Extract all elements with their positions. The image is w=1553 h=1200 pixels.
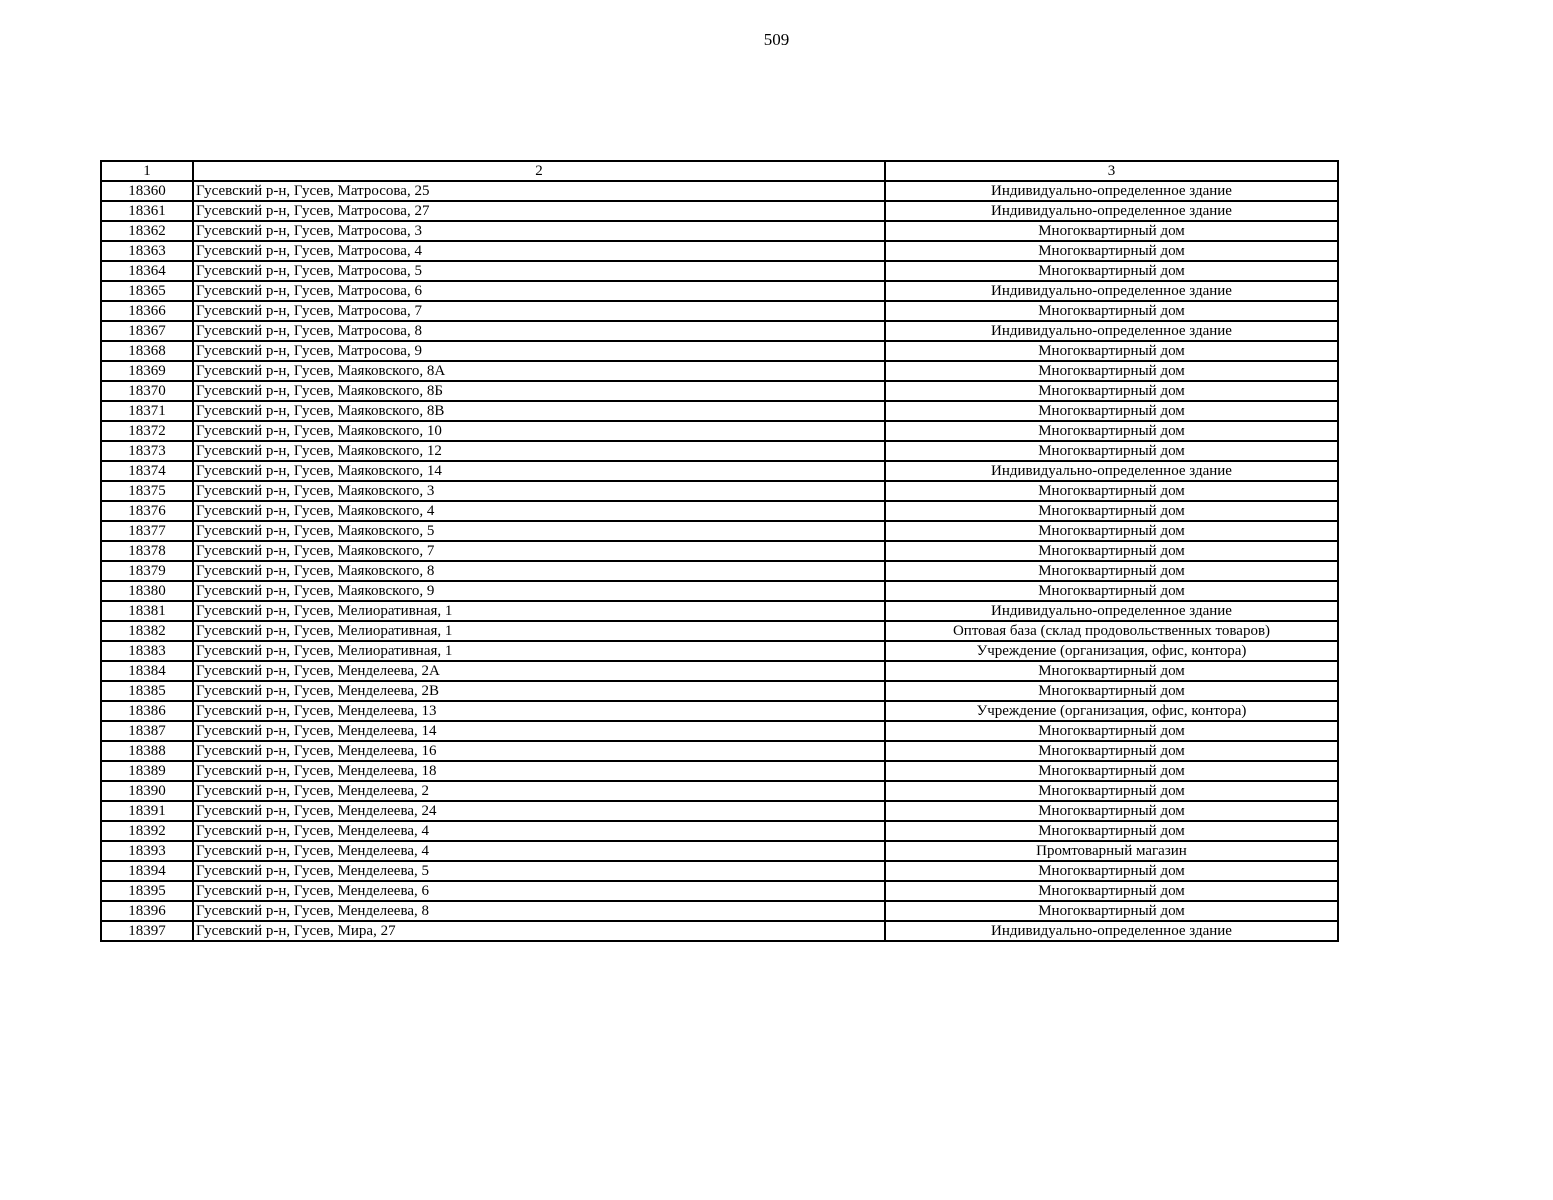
object-type-cell: Индивидуально-определенное здание [885,461,1338,481]
address-cell: Гусевский р-н, Гусев, Менделеева, 8 [193,901,885,921]
row-number-cell: 18373 [101,441,193,461]
address-cell: Гусевский р-н, Гусев, Мира, 27 [193,921,885,941]
table-row [101,461,1338,481]
object-type-cell: Индивидуально-определенное здание [885,201,1338,221]
row-number-cell: 18360 [101,181,193,201]
row-number-cell: 18385 [101,681,193,701]
table-row [101,301,1338,321]
object-type-cell: Многоквартирный дом [885,341,1338,361]
object-type-cell: Многоквартирный дом [885,381,1338,401]
address-cell: Гусевский р-н, Гусев, Мелиоративная, 1 [193,641,885,661]
object-type-cell: Учреждение (организация, офис, контора) [885,701,1338,721]
row-number-cell: 18377 [101,521,193,541]
table-row [101,441,1338,461]
address-cell: Гусевский р-н, Гусев, Менделеева, 4 [193,821,885,841]
object-type-cell: Учреждение (организация, офис, контора) [885,641,1338,661]
object-type-cell: Многоквартирный дом [885,241,1338,261]
object-type-cell: Индивидуально-определенное здание [885,321,1338,341]
address-cell: Гусевский р-н, Гусев, Менделеева, 14 [193,721,885,741]
row-number-cell: 18391 [101,801,193,821]
address-cell: Гусевский р-н, Гусев, Менделеева, 24 [193,801,885,821]
object-type-cell: Многоквартирный дом [885,681,1338,701]
table-row [101,541,1338,561]
row-number-cell: 18364 [101,261,193,281]
row-number-cell: 18368 [101,341,193,361]
object-type-cell: Многоквартирный дом [885,561,1338,581]
row-number-cell: 18397 [101,921,193,941]
table-row [101,681,1338,701]
object-type-cell: Многоквартирный дом [885,501,1338,521]
row-number-cell: 18363 [101,241,193,261]
object-type-cell: Многоквартирный дом [885,881,1338,901]
table-row [101,421,1338,441]
address-cell: Гусевский р-н, Гусев, Маяковского, 5 [193,521,885,541]
address-cell: Гусевский р-н, Гусев, Маяковского, 14 [193,461,885,481]
object-type-cell: Многоквартирный дом [885,661,1338,681]
row-number-cell: 18393 [101,841,193,861]
row-number-cell: 18387 [101,721,193,741]
table-row [101,481,1338,501]
object-type-cell: Многоквартирный дом [885,481,1338,501]
address-cell: Гусевский р-н, Гусев, Маяковского, 8Б [193,381,885,401]
object-type-cell: Многоквартирный дом [885,361,1338,381]
address-cell: Гусевский р-н, Гусев, Мелиоративная, 1 [193,601,885,621]
object-type-cell: Индивидуально-определенное здание [885,601,1338,621]
object-type-cell: Многоквартирный дом [885,541,1338,561]
column-header-2: 2 [193,161,885,181]
object-type-cell: Многоквартирный дом [885,301,1338,321]
table-row [101,281,1338,301]
page-number: 509 [763,30,790,49]
row-number-cell: 18362 [101,221,193,241]
row-number-cell: 18380 [101,581,193,601]
object-type-cell: Многоквартирный дом [885,741,1338,761]
object-type-cell: Индивидуально-определенное здание [885,281,1338,301]
object-type-cell: Многоквартирный дом [885,521,1338,541]
object-type-cell: Многоквартирный дом [885,761,1338,781]
address-cell: Гусевский р-н, Гусев, Маяковского, 12 [193,441,885,461]
object-type-cell: Многоквартирный дом [885,581,1338,601]
table-row [101,361,1338,381]
table-row [101,721,1338,741]
table-row [101,321,1338,341]
table-row [101,221,1338,241]
row-number-cell: 18378 [101,541,193,561]
row-number-cell: 18361 [101,201,193,221]
table-row [101,921,1338,941]
table-row [101,861,1338,881]
address-cell: Гусевский р-н, Гусев, Менделеева, 2А [193,661,885,681]
row-number-cell: 18372 [101,421,193,441]
object-type-cell: Промтоварный магазин [885,841,1338,861]
address-cell: Гусевский р-н, Гусев, Менделеева, 18 [193,761,885,781]
address-cell: Гусевский р-н, Гусев, Матросова, 9 [193,341,885,361]
table-row [101,761,1338,781]
column-header-3: 3 [885,161,1338,181]
table-row [101,501,1338,521]
object-type-cell: Многоквартирный дом [885,901,1338,921]
table-row [101,841,1338,861]
address-cell: Гусевский р-н, Гусев, Матросова, 6 [193,281,885,301]
table-row [101,181,1338,201]
object-type-cell: Многоквартирный дом [885,221,1338,241]
row-number-cell: 18386 [101,701,193,721]
row-number-cell: 18375 [101,481,193,501]
address-cell: Гусевский р-н, Гусев, Мелиоративная, 1 [193,621,885,641]
address-cell: Гусевский р-н, Гусев, Менделеева, 2В [193,681,885,701]
table-row [101,201,1338,221]
row-number-cell: 18376 [101,501,193,521]
row-number-cell: 18381 [101,601,193,621]
row-number-cell: 18365 [101,281,193,301]
address-cell: Гусевский р-н, Гусев, Маяковского, 7 [193,541,885,561]
row-number-cell: 18379 [101,561,193,581]
table-row [101,561,1338,581]
object-type-cell: Многоквартирный дом [885,801,1338,821]
object-type-cell: Многоквартирный дом [885,861,1338,881]
object-type-cell: Индивидуально-определенное здание [885,921,1338,941]
row-number-cell: 18396 [101,901,193,921]
row-number-cell: 18392 [101,821,193,841]
address-cell: Гусевский р-н, Гусев, Маяковского, 8В [193,401,885,421]
object-type-cell: Оптовая база (склад продовольственных товаров) [885,621,1338,641]
object-type-cell: Многоквартирный дом [885,401,1338,421]
table-row [101,641,1338,661]
table-row [101,741,1338,761]
object-type-cell: Многоквартирный дом [885,261,1338,281]
registry-table [100,160,1339,942]
table-row [101,381,1338,401]
object-type-cell: Многоквартирный дом [885,421,1338,441]
object-type-cell: Индивидуально-определенное здание [885,181,1338,201]
address-cell: Гусевский р-н, Гусев, Менделеева, 6 [193,881,885,901]
address-cell: Гусевский р-н, Гусев, Менделеева, 13 [193,701,885,721]
table-row [101,881,1338,901]
row-number-cell: 18366 [101,301,193,321]
table-row [101,261,1338,281]
table-row [101,401,1338,421]
row-number-cell: 18367 [101,321,193,341]
table-row [101,241,1338,261]
address-cell: Гусевский р-н, Гусев, Матросова, 4 [193,241,885,261]
row-number-cell: 18370 [101,381,193,401]
row-number-cell: 18382 [101,621,193,641]
table-header-row [101,161,1338,181]
row-number-cell: 18374 [101,461,193,481]
object-type-cell: Многоквартирный дом [885,441,1338,461]
address-cell: Гусевский р-н, Гусев, Матросова, 25 [193,181,885,201]
table-row [101,801,1338,821]
table-row [101,901,1338,921]
row-number-cell: 18390 [101,781,193,801]
row-number-cell: 18383 [101,641,193,661]
address-cell: Гусевский р-н, Гусев, Менделеева, 4 [193,841,885,861]
address-cell: Гусевский р-н, Гусев, Матросова, 8 [193,321,885,341]
row-number-cell: 18389 [101,761,193,781]
row-number-cell: 18384 [101,661,193,681]
address-cell: Гусевский р-н, Гусев, Маяковского, 10 [193,421,885,441]
table-row [101,701,1338,721]
address-cell: Гусевский р-н, Гусев, Менделеева, 2 [193,781,885,801]
address-cell: Гусевский р-н, Гусев, Менделеева, 5 [193,861,885,881]
table-row [101,661,1338,681]
address-cell: Гусевский р-н, Гусев, Маяковского, 8 [193,561,885,581]
address-cell: Гусевский р-н, Гусев, Матросова, 27 [193,201,885,221]
object-type-cell: Многоквартирный дом [885,821,1338,841]
address-cell: Гусевский р-н, Гусев, Маяковского, 9 [193,581,885,601]
table-row [101,521,1338,541]
row-number-cell: 18369 [101,361,193,381]
registry-table-body [101,161,1338,941]
table-row [101,601,1338,621]
table-row [101,581,1338,601]
table-row [101,341,1338,361]
table-row [101,821,1338,841]
table-row [101,621,1338,641]
address-cell: Гусевский р-н, Гусев, Маяковского, 3 [193,481,885,501]
address-cell: Гусевский р-н, Гусев, Маяковского, 4 [193,501,885,521]
address-cell: Гусевский р-н, Гусев, Матросова, 7 [193,301,885,321]
row-number-cell: 18395 [101,881,193,901]
object-type-cell: Многоквартирный дом [885,781,1338,801]
address-cell: Гусевский р-н, Гусев, Менделеева, 16 [193,741,885,761]
table-row [101,781,1338,801]
row-number-cell: 18394 [101,861,193,881]
address-cell: Гусевский р-н, Гусев, Матросова, 5 [193,261,885,281]
address-cell: Гусевский р-н, Гусев, Матросова, 3 [193,221,885,241]
address-cell: Гусевский р-н, Гусев, Маяковского, 8А [193,361,885,381]
column-header-1: 1 [101,161,193,181]
row-number-cell: 18371 [101,401,193,421]
object-type-cell: Многоквартирный дом [885,721,1338,741]
row-number-cell: 18388 [101,741,193,761]
